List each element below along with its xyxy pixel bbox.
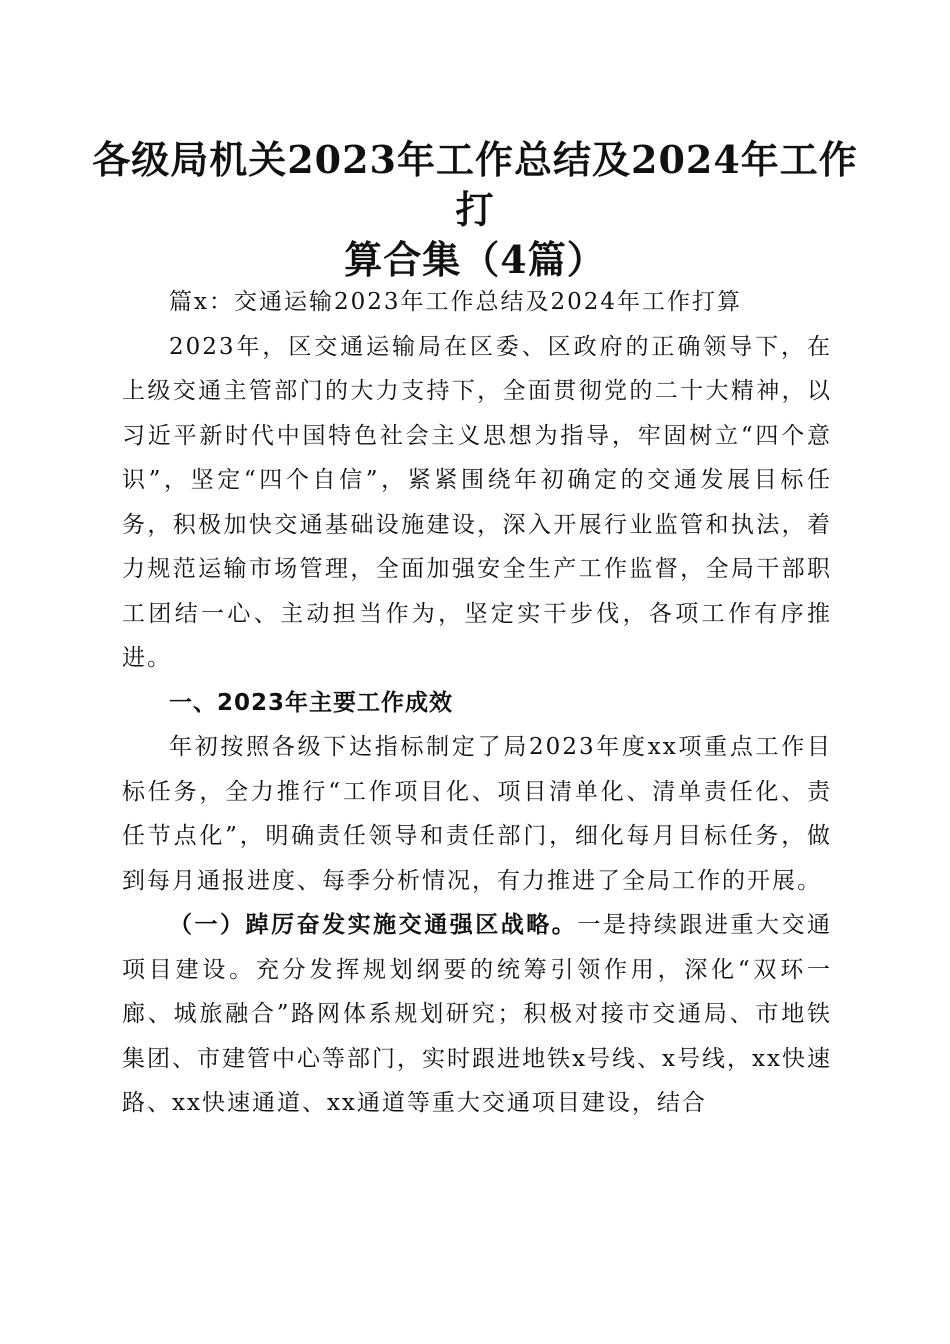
document-title: [80, 135, 870, 285]
subsection-text: 一是持续跟进重大交通项目建设。充分发挥规划纲要的统筹引领作用，深化“双环一廊、城旅融合”路网体系规划研究；积极对接市交通局、市地铁集团、市建管中心等部门，实时跟进地铁x号线、x号线，xx快速路、xx快速通道、xx通道等重大交通项目建设，结合: [122, 912, 833, 1116]
title-line-1: 各级局机关2023年工作总结及2024年工作打: [92, 137, 858, 232]
subsection-paragraph: [122, 903, 832, 1126]
intro-paragraph: 2023年，区交通运输局在区委、区政府的正确领导下，在上级交通主管部门的大力支持下，全面贯彻党的二十大精神，以习近平新时代中国特色社会主义思想为指导，牢固树立“四个意识”，坚定“四个自信”，紧紧围绕年初确定的交通发展目标任务，积极加快交通基础设施建设，深入开展行业监管和执法，着力规范运输市场管理，全面加强安全生产工作监督，全局干部职工团结一心、主动担当作为，坚定实干步伐，各项工作有序推进。: [122, 333, 832, 671]
document-body: [122, 280, 832, 1126]
section-paragraph: 年初按照各级下达指标制定了局2023年度xx项重点工作目标任务，全力推行“工作项目化、项目清单化、清单责任化、责任节点化”，明确责任领导和责任部门，细化每月目标任务，做到每月通报进度、每季分析情况，有力推进了全局工作的开展。: [122, 734, 832, 894]
subsection-heading: （一）踔厉奋发实施交通强区战略。: [169, 911, 578, 938]
section-heading: 一、2023年主要工作成效: [169, 689, 454, 716]
title-line-2: 算合集（4篇）: [344, 237, 606, 282]
article-subtitle: 篇x：交通运输2023年工作总结及2024年工作打算: [169, 289, 743, 315]
